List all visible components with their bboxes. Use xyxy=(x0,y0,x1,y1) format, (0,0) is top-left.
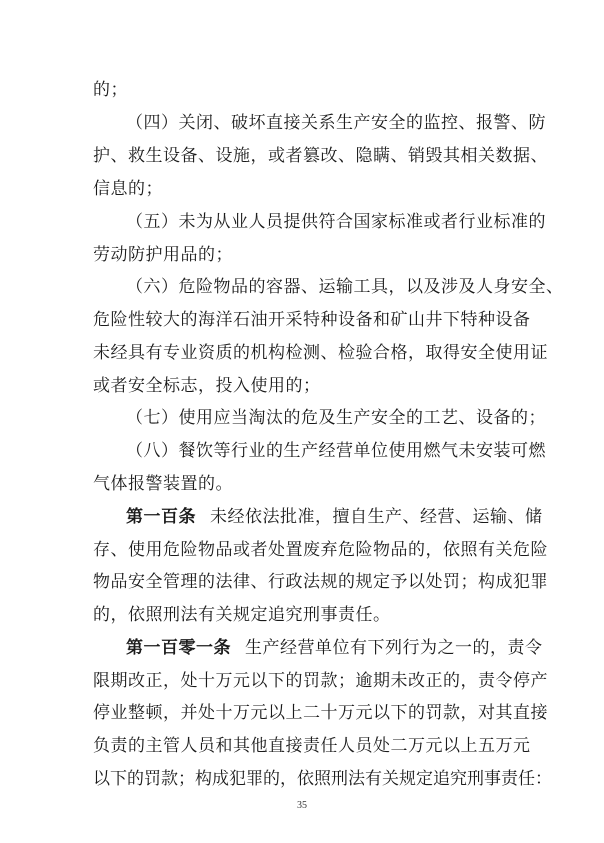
article-heading: 第一百条 xyxy=(126,507,196,527)
text-line: 物品安全管理的法律、行政法规的规定予以处罚；构成犯罪 xyxy=(93,572,548,592)
text-line: 的； xyxy=(93,80,128,100)
text-line: 信息的； xyxy=(93,179,163,199)
text-line: 停业整顿，并处十万元以上二十万元以下的罚款，对其直接 xyxy=(93,703,548,723)
text-line: 以下的罚款；构成犯罪的，依照刑法有关规定追究刑事责任： xyxy=(93,769,552,789)
text-line: 的，依照刑法有关规定追究刑事责任。 xyxy=(93,605,391,625)
text-line: 气体报警装置的。 xyxy=(93,474,233,494)
article-101-first-line xyxy=(126,638,543,658)
text-line: （五）未为从业人员提供符合国家标准或者行业标准的 xyxy=(126,212,546,232)
article-heading: 第一百零一条 xyxy=(126,638,231,658)
article-100-first-line xyxy=(126,507,543,527)
text-line: 生产经营单位有下列行为之一的，责令 xyxy=(245,638,543,658)
text-line: 或者安全标志，投入使用的； xyxy=(93,376,321,396)
text-line: 存、使用危险物品或者处置废弃危险物品的，依照有关危险 xyxy=(93,540,548,560)
text-line: （六）危险物品的容器、运输工具，以及涉及人身安全、 xyxy=(126,277,564,297)
text-line: 护、救生设备、设施，或者篡改、隐瞒、销毁其相关数据、 xyxy=(93,146,548,166)
text-line: （七）使用应当淘汰的危及生产安全的工艺、设备的； xyxy=(126,408,546,428)
text-line: 未经依法批准，擅自生产、经营、运输、储 xyxy=(210,507,543,527)
text-line: 限期改正，处十万元以下的罚款；逾期未改正的，责令停产 xyxy=(93,671,548,691)
text-line: 劳动防护用品的； xyxy=(93,245,233,265)
text-line: （八）餐饮等行业的生产经营单位使用燃气未安装可燃 xyxy=(126,441,546,461)
page-number: 35 xyxy=(297,800,307,811)
text-line: 负责的主管人员和其他直接责任人员处二万元以上五万元 xyxy=(93,736,531,756)
text-line: （四）关闭、破坏直接关系生产安全的监控、报警、防 xyxy=(126,113,546,133)
text-line: 危险性较大的海洋石油开采特种设备和矿山井下特种设备 xyxy=(93,310,531,330)
text-line: 未经具有专业资质的机构检测、检验合格，取得安全使用证 xyxy=(93,343,548,363)
